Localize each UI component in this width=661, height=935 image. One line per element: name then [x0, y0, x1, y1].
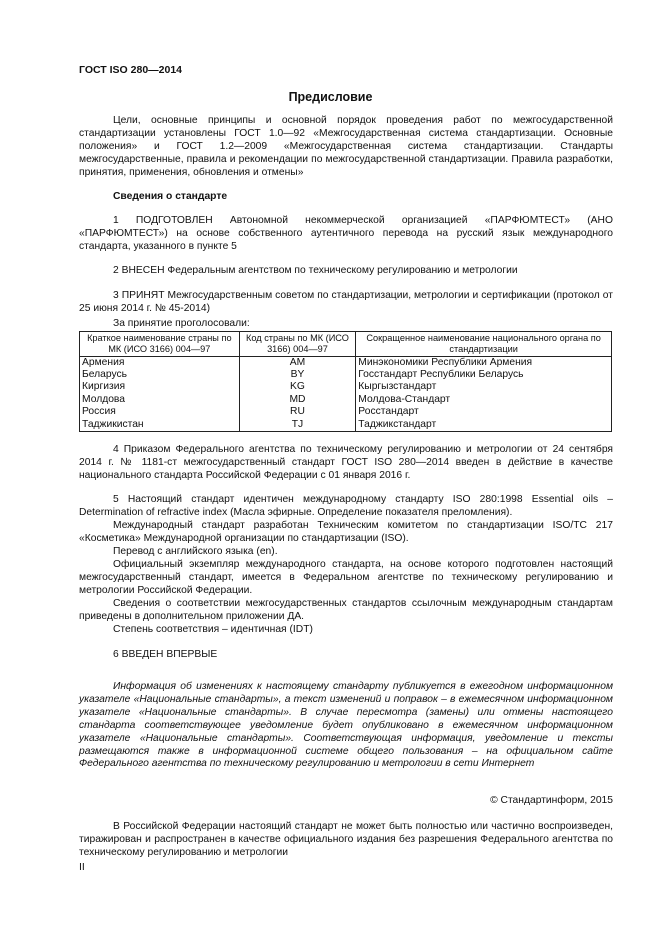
column-header-country: Краткое наименование страны по МК (ИСО 3166) 004—97: [80, 332, 240, 357]
notice-paragraph: Информация об изменениях к настоящему стандарту публикуется в ежегодном информационном указателе «Национальные стандарты», а текст изменений и поправок – в ежемесячном информационном указателе «Национальные стандарты». В случае пересмотра (замены) или отмены настоящего стандарта соответствующее уведомление будет опубликовано в ежемесячном информационном указателе «Национальные стандарты». Соответствующая информация, уведомление и тексты размещаются также в информационной системе общего пользования – на официальном сайте Федерального агентства по техническому регулированию и метрологии в сети Интернет: [79, 681, 613, 770]
item-5-conformity-paragraph: Степень соответствия – идентичная (IDT): [113, 624, 313, 635]
section-heading: Сведения о стандарте: [113, 191, 228, 202]
table-row: [80, 356, 612, 369]
country-cell: Россия: [80, 406, 240, 418]
item-6-paragraph: 6 ВВЕДЕН ВПЕРВЫЕ: [113, 649, 218, 660]
authority-cell: Кыргызстандарт: [356, 381, 612, 393]
authority-cell: Таджикстандарт: [356, 419, 612, 432]
item-5-paragraph: 5 Настоящий стандарт идентичен международному стандарту ISO 280:1998 Essential oils – Determination of refractive index (Масла эфирные. Определение показателя преломления).: [79, 494, 613, 518]
code-cell: KG: [239, 381, 356, 393]
table-header-row: [80, 332, 612, 357]
table-row: [80, 394, 612, 406]
country-cell: Таджикистан: [80, 419, 240, 432]
table-row: [80, 406, 612, 418]
item-1-paragraph: 1 ПОДГОТОВЛЕН Автономной некоммерческой организацией «ПАРФЮМТЕСТ» (АНО «ПАРФЮМТЕСТ») на основе собственного аутентичного перевода на русский язык международного стандарта, указанного в пункте 5: [79, 215, 613, 252]
authority-cell: Росстандарт: [356, 406, 612, 418]
table-row: [80, 381, 612, 393]
footer-paragraph: В Российской Федерации настоящий стандарт не может быть полностью или частично воспроизведен, тиражирован и распространен в качестве официального издания без разрешения Федерального агентства по техническому регулированию и метрологии: [79, 821, 613, 858]
vote-intro: За принятие проголосовали:: [113, 318, 250, 329]
authority-cell: Молдова-Стандарт: [356, 394, 612, 406]
item-4-paragraph: 4 Приказом Федерального агентства по техническому регулированию и метрологии от 24 сентября 2014 г. № 1181-ст межгосударственный стандарт ГОСТ ISO 280—2014 введен в действие в качестве национального стандарта Российской Федерации с 01 января 2016 г.: [79, 444, 613, 481]
code-cell: TJ: [239, 419, 356, 432]
country-cell: Киргизия: [80, 381, 240, 393]
document-code: ГОСТ ISO 280—2014: [79, 64, 183, 76]
code-cell: MD: [239, 394, 356, 406]
votes-table: [79, 331, 612, 432]
item-5-references-paragraph: Сведения о соответствии межгосударственных стандартов ссылочным международным стандартам приведены в дополнительном приложении ДА.: [79, 598, 613, 622]
item-5-translation-paragraph: Перевод с английского языка (en).: [113, 546, 278, 557]
item-5-tc-paragraph: Международный стандарт разработан Техническим комитетом по стандартизации ISO/TC 217 «Косметика» Международной организации по стандартизации (ISO).: [79, 520, 613, 544]
page-number: II: [79, 861, 85, 873]
item-2-paragraph: 2 ВНЕСЕН Федеральным агентством по техническому регулированию и метрологии: [113, 265, 518, 276]
code-cell: RU: [239, 406, 356, 418]
intro-paragraph: Цели, основные принципы и основной порядок проведения работ по межгосударственной стандартизации установлены ГОСТ 1.0—92 «Межгосударственная система стандартизации. Основные положения» и ГОСТ 1.2—2009 «Межгосударственная система стандартизации. Стандарты межгосударственные, правила и рекомендации по межгосударственной стандартизации. Правила разработки, принятия, применения, обновления и отмены»: [79, 115, 613, 178]
country-cell: Молдова: [80, 394, 240, 406]
authority-cell: Госстандарт Республики Беларусь: [356, 369, 612, 381]
item-3-paragraph: 3 ПРИНЯТ Межгосударственным советом по стандартизации, метрологии и сертификации (протокол от 25 июня 2014 г. № 45-2014): [79, 290, 613, 314]
page-title: Предисловие: [288, 90, 373, 104]
column-header-authority: Сокращенное наименование национального органа по стандартизации: [356, 332, 612, 357]
code-cell: BY: [239, 369, 356, 381]
copyright: © Стандартинформ, 2015: [490, 795, 613, 806]
table-row: [80, 369, 612, 381]
table-row: [80, 419, 612, 432]
item-5-official-copy-paragraph: Официальный экземпляр международного стандарта, на основе которого подготовлен настоящий межгосударственный стандарт, имеется в Федеральном агентстве по техническому регулированию и метрологии Российской Федерации.: [79, 559, 613, 596]
country-cell: Беларусь: [80, 369, 240, 381]
country-cell: Армения: [80, 356, 240, 369]
column-header-code: Код страны по МК (ИСО 3166) 004—97: [239, 332, 356, 357]
authority-cell: Минэкономики Республики Армения: [356, 356, 612, 369]
code-cell: AM: [239, 356, 356, 369]
